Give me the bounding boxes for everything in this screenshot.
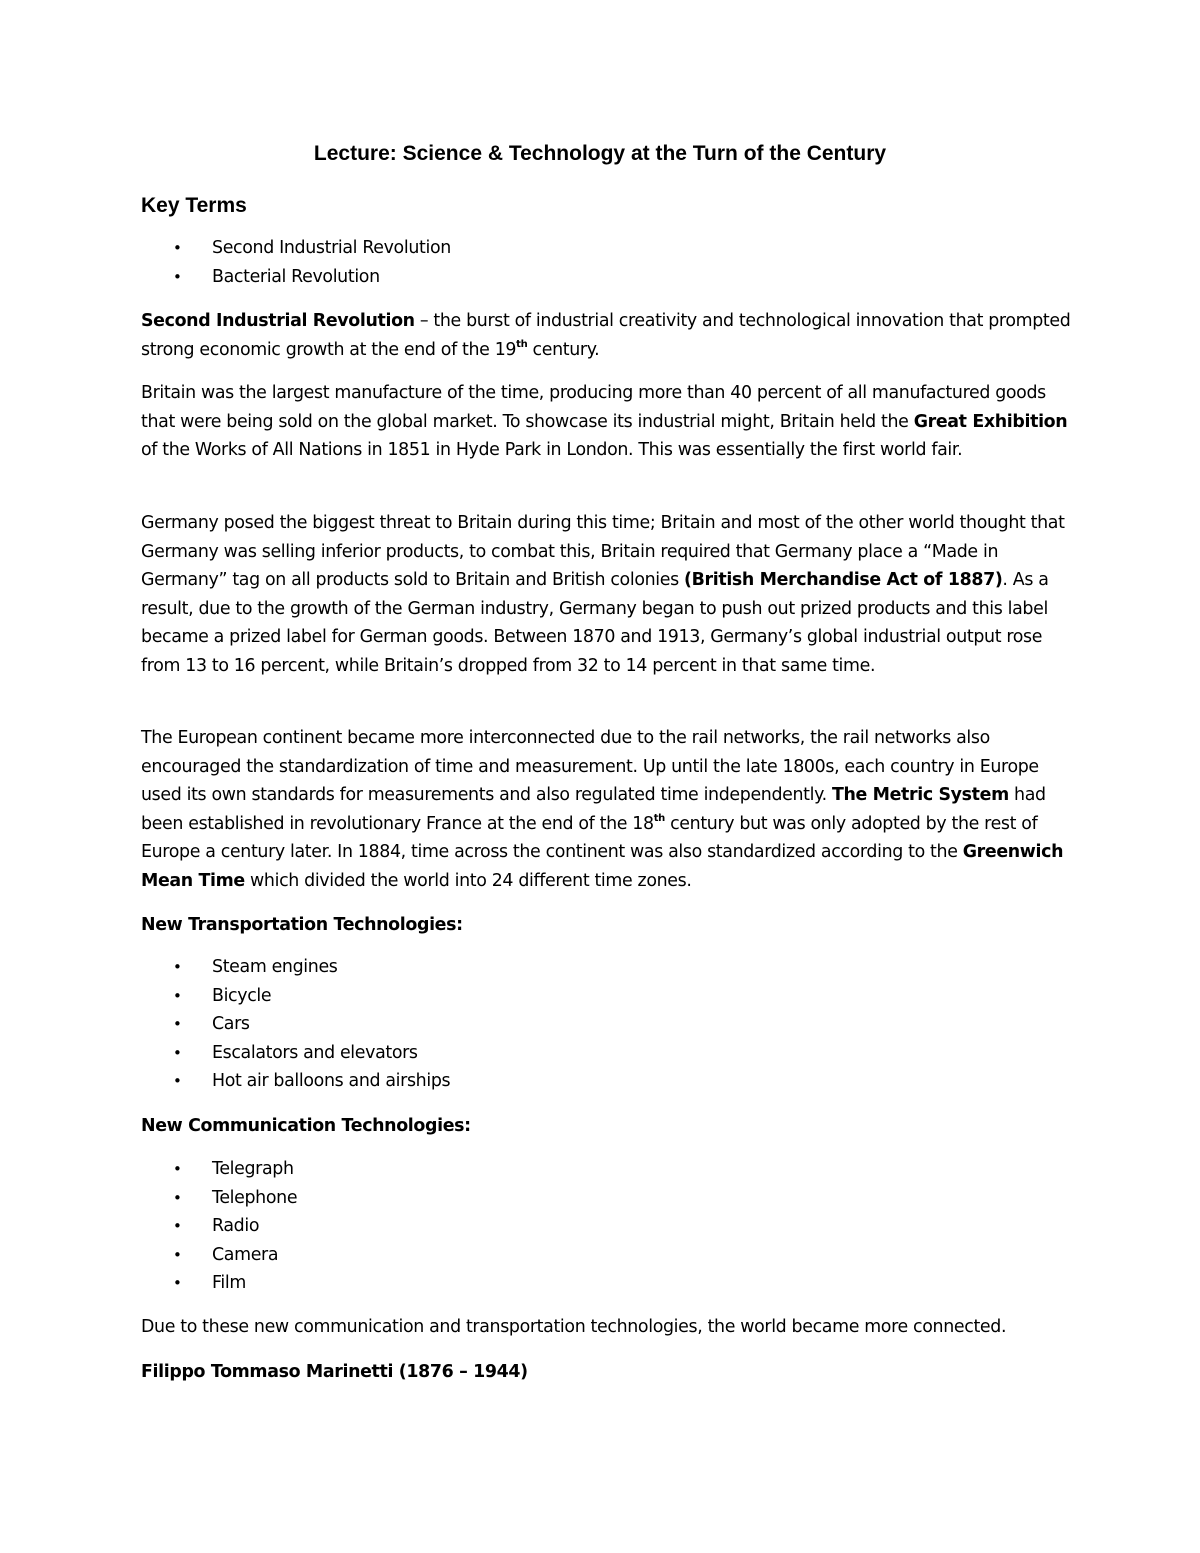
superscript: th (653, 812, 665, 824)
list-item (141, 1039, 450, 1068)
list-item-label: Hot air balloons and airships (212, 1071, 451, 1092)
list-item-label: Steam engines (212, 957, 338, 977)
list-item (141, 1010, 450, 1039)
bullet-icon: • (173, 1043, 182, 1062)
term-bold: The Metric System (831, 785, 1009, 806)
list-item (141, 1067, 450, 1096)
list-item (141, 953, 450, 982)
bullet-icon: • (173, 1160, 182, 1178)
paragraph-text: had been established in revolutionary France at the end of the 18 (141, 785, 1046, 834)
paragraph-text: – the burst of industrial creativity and technological innovation that prompted strong economic growth at the end of the 19 (141, 311, 1071, 360)
bullet-icon: • (173, 1274, 182, 1293)
paragraph-text: The European continent became more interconnected due to the rail networks, the rail networks also encouraged the standardization of time and measurement. Up until the late 1800s, each country in Europe used its own standards for measurements and also regulated time independently. (141, 728, 1039, 806)
section-heading: Filippo Tommaso Marinetti (1876 – 1944) (141, 1362, 528, 1382)
list-item-label: Cars (212, 1014, 250, 1035)
paragraph-european-continent (141, 724, 1071, 896)
paragraph-germany (141, 509, 1071, 681)
paragraph-text: Britain was the largest manufacture of the time, producing more than 40 percent of all manufactured goods that were being sold on the global market. To showcase its industrial might, Britain held the (141, 383, 1046, 432)
bullet-icon: • (173, 986, 182, 1005)
list-item-label: Bicycle (212, 985, 272, 1006)
bullet-icon: • (173, 1245, 182, 1264)
bullet-icon: • (173, 267, 182, 286)
term-bold: Second Industrial Revolution (141, 311, 415, 331)
bullet-icon: • (173, 1072, 182, 1091)
list-item-label: Radio (212, 1216, 260, 1237)
list-item (141, 1155, 297, 1184)
conclusion-paragraph: Due to these new communication and transportation technologies, the world became more connected. (141, 1317, 1007, 1337)
list-item (141, 263, 451, 292)
person-heading (141, 1358, 1071, 1387)
paragraph-text: Germany posed the biggest threat to Britain during this time; Britain and most of the other world thought that Germany was selling inferior products, to combat this, Britain required that Germany place a “Made in Germany” tag on all products sold to Britain and British colonies (141, 513, 1065, 591)
list-item-label: Camera (212, 1244, 279, 1265)
key-terms-list (141, 234, 451, 291)
term-bold: Great Exhibition (913, 411, 1068, 432)
paragraph-text: century. (527, 339, 600, 360)
list-item (141, 234, 451, 263)
list-item (141, 1269, 297, 1298)
bullet-icon: • (173, 1217, 182, 1236)
list-item-label: Film (212, 1273, 246, 1294)
superscript: th (516, 338, 528, 350)
term-bold: (British Merchandise Act of 1887) (684, 570, 1003, 591)
paragraph-britain (141, 379, 1071, 465)
list-item (141, 1212, 297, 1241)
bullet-icon: • (173, 1188, 182, 1207)
list-item (141, 1241, 297, 1270)
bullet-icon: • (173, 958, 182, 976)
paragraph-text: century but was only adopted by the rest of Europe a century later. In 1884, time across the continent was also standardized according to the (141, 813, 1038, 863)
list-item (141, 1184, 297, 1213)
term-bold: Greenwich Mean Time (141, 842, 1064, 891)
bullet-icon: • (173, 239, 182, 257)
key-terms-heading: Key Terms (141, 194, 247, 217)
communication-list (141, 1155, 297, 1298)
section-heading: New Communication Technologies: (141, 1116, 471, 1136)
list-item-label: Second Industrial Revolution (212, 238, 451, 258)
paragraph-text: of the Works of All Nations in 1851 in Hyde Park in London. This was essentially the first world fair. (141, 440, 963, 461)
list-item (141, 982, 450, 1011)
transport-heading (141, 911, 1071, 940)
paragraph-text: which divided the world into 24 different time zones. (244, 870, 692, 891)
list-item-label: Bacterial Revolution (212, 266, 380, 287)
paragraph-second-industrial-revolution (141, 307, 1071, 364)
list-item-label: Telephone (212, 1187, 298, 1208)
bullet-icon: • (173, 1015, 182, 1034)
communication-heading (141, 1112, 1071, 1141)
list-item-label: Telegraph (212, 1159, 294, 1179)
section-heading: New Transportation Technologies: (141, 915, 463, 935)
transport-list (141, 953, 450, 1096)
page-title: Lecture: Science & Technology at the Turn of the Century (313, 142, 887, 165)
list-item-label: Escalators and elevators (212, 1042, 418, 1063)
paragraph-text: . As a result, due to the growth of the German industry, Germany began to push out prized products and this label became a prized label for German goods. Between 1870 and 1913, Germany’s global industrial output rose from 13 to 16 percent, while Britain’s dropped from 32 to 14 percent in that same time. (141, 570, 1049, 676)
